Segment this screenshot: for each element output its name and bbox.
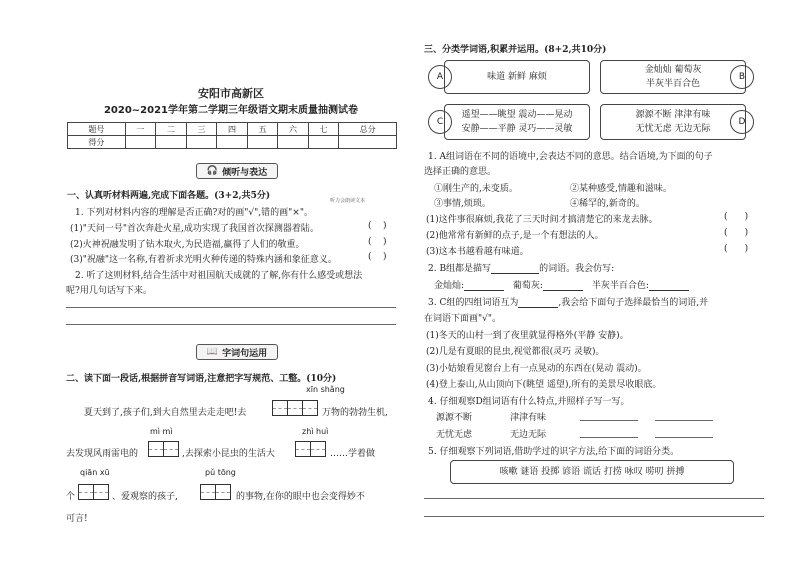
char-box[interactable] xyxy=(200,484,216,500)
answer-line[interactable] xyxy=(580,437,638,438)
choice-sentence-4: (4)登上泰山,从山顶向下(眺望 遥望),所有的美景尽收眼底。 xyxy=(426,380,662,390)
passage-line-1a: 夏天到了,孩子们,到大自然里去走走吧!去 xyxy=(84,408,247,418)
meaning-option-4: ④稀罕的,新奇的。 xyxy=(570,199,645,209)
char-box[interactable] xyxy=(310,441,326,457)
answer-boxes-putong[interactable] xyxy=(200,484,230,500)
word-group-b-line1: 金灿灿 葡萄灰 xyxy=(644,65,702,75)
answer-line[interactable] xyxy=(424,498,764,499)
answer-paren[interactable]: ( ) xyxy=(368,237,387,247)
group-label-d: D xyxy=(730,110,754,134)
passage-line-1b: 万物的勃勃生机, xyxy=(322,408,388,418)
score-input-cell[interactable] xyxy=(308,136,339,149)
word-group-a xyxy=(444,60,590,94)
question-2-title: 二、读下面一段话,根据拼音写词语,注意把字写规范、工整。(10分) xyxy=(66,374,337,384)
passage-line-3c: 的事物,在你的眼中也会变得妙不 xyxy=(236,492,365,502)
d-example-4: 无边无际 xyxy=(510,430,547,440)
score-table-score-row xyxy=(68,136,397,149)
answer-blank[interactable] xyxy=(491,264,539,274)
word-group-c xyxy=(444,104,590,140)
passage-line-3a: 个 xyxy=(66,492,76,502)
answer-paren[interactable]: ( ) xyxy=(724,228,749,238)
question-1-title: 一、认真听材料两遍,完成下面各题。(3+2,共5分) xyxy=(67,191,271,201)
char-box[interactable] xyxy=(163,441,179,457)
char-box[interactable] xyxy=(287,400,303,416)
answer-blank[interactable] xyxy=(543,281,583,291)
score-table-cell: 六 xyxy=(278,123,309,136)
char-box[interactable] xyxy=(302,400,318,416)
char-box[interactable] xyxy=(148,441,164,457)
question-1-1-item-1: (1)"天问一号"首次奔赴火星,成功实现了我国首次探测器着陆。 xyxy=(70,224,319,234)
answer-paren[interactable]: ( ) xyxy=(724,244,749,254)
char-box[interactable] xyxy=(295,441,311,457)
word-group-b xyxy=(600,60,746,94)
answer-boxes-mimi[interactable] xyxy=(148,441,178,457)
score-input-cell[interactable] xyxy=(339,136,397,149)
score-table-cell: 一 xyxy=(125,123,156,136)
group-label-a: A xyxy=(428,65,452,89)
score-table-cell: 总分 xyxy=(339,123,397,136)
question-3-4: 4. 仔细观察D组词语有什么特点,并照样子写一写。 xyxy=(428,397,630,407)
question-3-3-text-b: ,我会给下面句子选择最恰当的词语,并 xyxy=(558,298,709,308)
question-3-3-text-a: 3. C组的四组词语互为 xyxy=(428,298,519,308)
question-3-5: 5. 仔细观察下列词语,借助学过的识字方法,给下面的词语分类。 xyxy=(428,447,680,457)
score-input-cell[interactable] xyxy=(125,136,156,149)
book-icon: 📖 xyxy=(206,347,219,357)
banner-label: 字词句运用 xyxy=(222,348,268,359)
meaning-option-1: ①刚生产的,未变质。 xyxy=(434,184,518,194)
score-table-cell: 题号 xyxy=(68,123,126,136)
classification-words: 咳嗽 谜语 投掷 谚语 谎话 打捞 咏叹 唠叨 拼搏 xyxy=(499,467,685,477)
sentence-2: (2)他常常有新鲜的点子,是一个有想法的人。 xyxy=(426,231,604,241)
score-table-cell: 得分 xyxy=(68,136,126,149)
answer-line[interactable] xyxy=(66,307,396,308)
answer-paren[interactable]: ( ) xyxy=(368,252,387,262)
score-input-cell[interactable] xyxy=(186,136,217,149)
answer-blank[interactable] xyxy=(649,281,689,291)
char-box[interactable] xyxy=(215,484,231,500)
pinyin-putong: pǔ tōng xyxy=(205,468,236,477)
answer-line[interactable] xyxy=(655,420,713,421)
choice-sentence-2: (2)几是有夏眼的昆虫,视觉都很(灵巧 灵敏)。 xyxy=(426,347,605,357)
question-3-1-line-1: 1. A组词语在不同的语境中,会表达不同的意思。结合语境,为下面的句子 xyxy=(428,152,713,162)
score-input-cell[interactable] xyxy=(278,136,309,149)
char-box[interactable] xyxy=(78,484,94,500)
word-group-d-line1: 源源不断 津津有味 xyxy=(635,110,711,120)
score-input-cell[interactable] xyxy=(156,136,187,149)
question-1-1: 1. 下列对材料内容的理解是否正确?对的画"√",错的画"×"。 xyxy=(75,208,313,218)
answer-boxes-qianxu[interactable] xyxy=(78,484,108,500)
question-3-title: 三、分类学词语,积累并运用。(8+2,共10分) xyxy=(424,45,607,55)
pinyin-mimi: mì mì xyxy=(150,427,173,436)
right-column xyxy=(410,0,794,562)
imitation-label-1: 金灿灿: xyxy=(434,281,465,291)
answer-blank[interactable] xyxy=(464,281,504,291)
answer-line[interactable] xyxy=(655,437,713,438)
d-example-2: 津津有味 xyxy=(510,413,547,423)
score-input-cell[interactable] xyxy=(247,136,278,149)
word-group-c-line2: 安静——平静 灵巧——灵敏 xyxy=(461,124,573,134)
pinyin-zhihui: zhì huì xyxy=(302,427,329,436)
sentence-1: (1)这件事很麻烦,我花了三天时间才搞清楚它的来龙去脉。 xyxy=(426,215,658,225)
imitation-label-3: 半灰半百合色: xyxy=(591,281,649,291)
answer-paren[interactable]: ( ) xyxy=(724,212,749,222)
question-1-1-item-3: (3)"祝融"这一名称,有着祈求光明火种传递的特殊内涵和象征意义。 xyxy=(70,255,337,265)
question-3-2 xyxy=(428,261,614,274)
pinyin-qianxu: qiān xū xyxy=(80,468,110,477)
classification-word-box xyxy=(450,460,734,484)
answer-boxes-xinshang[interactable] xyxy=(272,400,317,416)
pinyin-xinshang: xīn shǎng xyxy=(306,385,345,394)
choice-sentence-3: (3)小姑娘看见窗台上有一点晃动的东西在(晃动 震动)。 xyxy=(426,364,647,374)
choice-sentence-1: (1)冬天的山村一到了夜里就显得格外(平静 安静)。 xyxy=(426,331,629,341)
meaning-option-3: ③事情,烦琐。 xyxy=(434,199,491,209)
group-label-c: C xyxy=(428,110,452,134)
question-1-2-line-1: 2. 听了这则材料,结合生活中对祖国航天成就的了解,你有什么感受或想法 xyxy=(75,271,363,281)
passage-line-3b: 、爱观察的孩子, xyxy=(112,492,178,502)
section-banner-listening xyxy=(196,163,278,179)
listening-side-note: 听力会朗读文本 xyxy=(330,198,366,204)
answer-line[interactable] xyxy=(580,420,638,421)
banner-label: 倾听与表达 xyxy=(222,167,268,178)
section-banner-words xyxy=(196,344,278,360)
score-table-cell: 七 xyxy=(308,123,339,136)
word-group-a-text: 味道 新鲜 麻烦 xyxy=(487,72,547,82)
passage-line-4: 可言! xyxy=(66,514,88,524)
question-3-2-text-b: 的词语。我会仿写: xyxy=(539,264,615,274)
score-table-cell: 三 xyxy=(186,123,217,136)
score-table-cell: 四 xyxy=(217,123,248,136)
char-box[interactable] xyxy=(272,400,288,416)
score-table-cell: 五 xyxy=(247,123,278,136)
score-table xyxy=(67,122,397,149)
headphones-icon: 🎧 xyxy=(206,166,219,176)
answer-boxes-zhihui[interactable] xyxy=(295,441,325,457)
word-group-d xyxy=(600,104,746,140)
question-3-1-line-2: 选择正确的意思。 xyxy=(424,167,497,177)
score-table-header-row xyxy=(68,123,397,136)
score-input-cell[interactable] xyxy=(217,136,248,149)
sentence-3: (3)这本书越看越有味道。 xyxy=(426,247,529,257)
answer-line[interactable] xyxy=(424,516,764,517)
question-3-3-line-1 xyxy=(428,295,708,308)
word-group-c-line1: 遥望——眺望 震动——晃动 xyxy=(461,110,573,120)
exam-region-title: 安阳市高新区 xyxy=(198,87,264,100)
imitation-label-2: 葡萄灰: xyxy=(512,281,543,291)
answer-blank[interactable] xyxy=(518,298,558,308)
score-table-cell: 二 xyxy=(156,123,187,136)
answer-paren[interactable]: ( ) xyxy=(368,221,387,231)
word-group-d-line2: 无忧无虑 无边无际 xyxy=(635,124,711,134)
d-example-1: 源源不断 xyxy=(436,413,473,423)
question-1-1-item-2: (2)火神祝融发明了钻木取火,为民造福,赢得了人们的敬重。 xyxy=(70,240,305,250)
d-example-3: 无忧无虑 xyxy=(436,430,473,440)
question-3-2-text-a: 2. B组都是描写 xyxy=(428,264,492,274)
question-1-2-line-2: 呢?用几句话写下来。 xyxy=(66,286,152,296)
question-3-3-line-2: 在词语下面画"√"。 xyxy=(424,314,502,324)
meaning-option-2: ②某种感受,情趣和滋味。 xyxy=(570,184,672,194)
exam-subtitle: 2020~2021学年第二学期三年级语文期末质量抽测试卷 xyxy=(103,105,359,116)
passage-line-2c: ……学着做 xyxy=(330,449,376,459)
passage-line-2a: 去发现风雨雷电的 xyxy=(66,449,139,459)
answer-line[interactable] xyxy=(66,324,396,325)
word-group-b-line2: 半灰半百合色 xyxy=(645,79,700,89)
passage-line-2b: ,去探索小昆虫的生活大 xyxy=(182,449,275,459)
imitation-row xyxy=(434,278,689,291)
group-label-b: B xyxy=(730,65,754,89)
char-box[interactable] xyxy=(93,484,109,500)
